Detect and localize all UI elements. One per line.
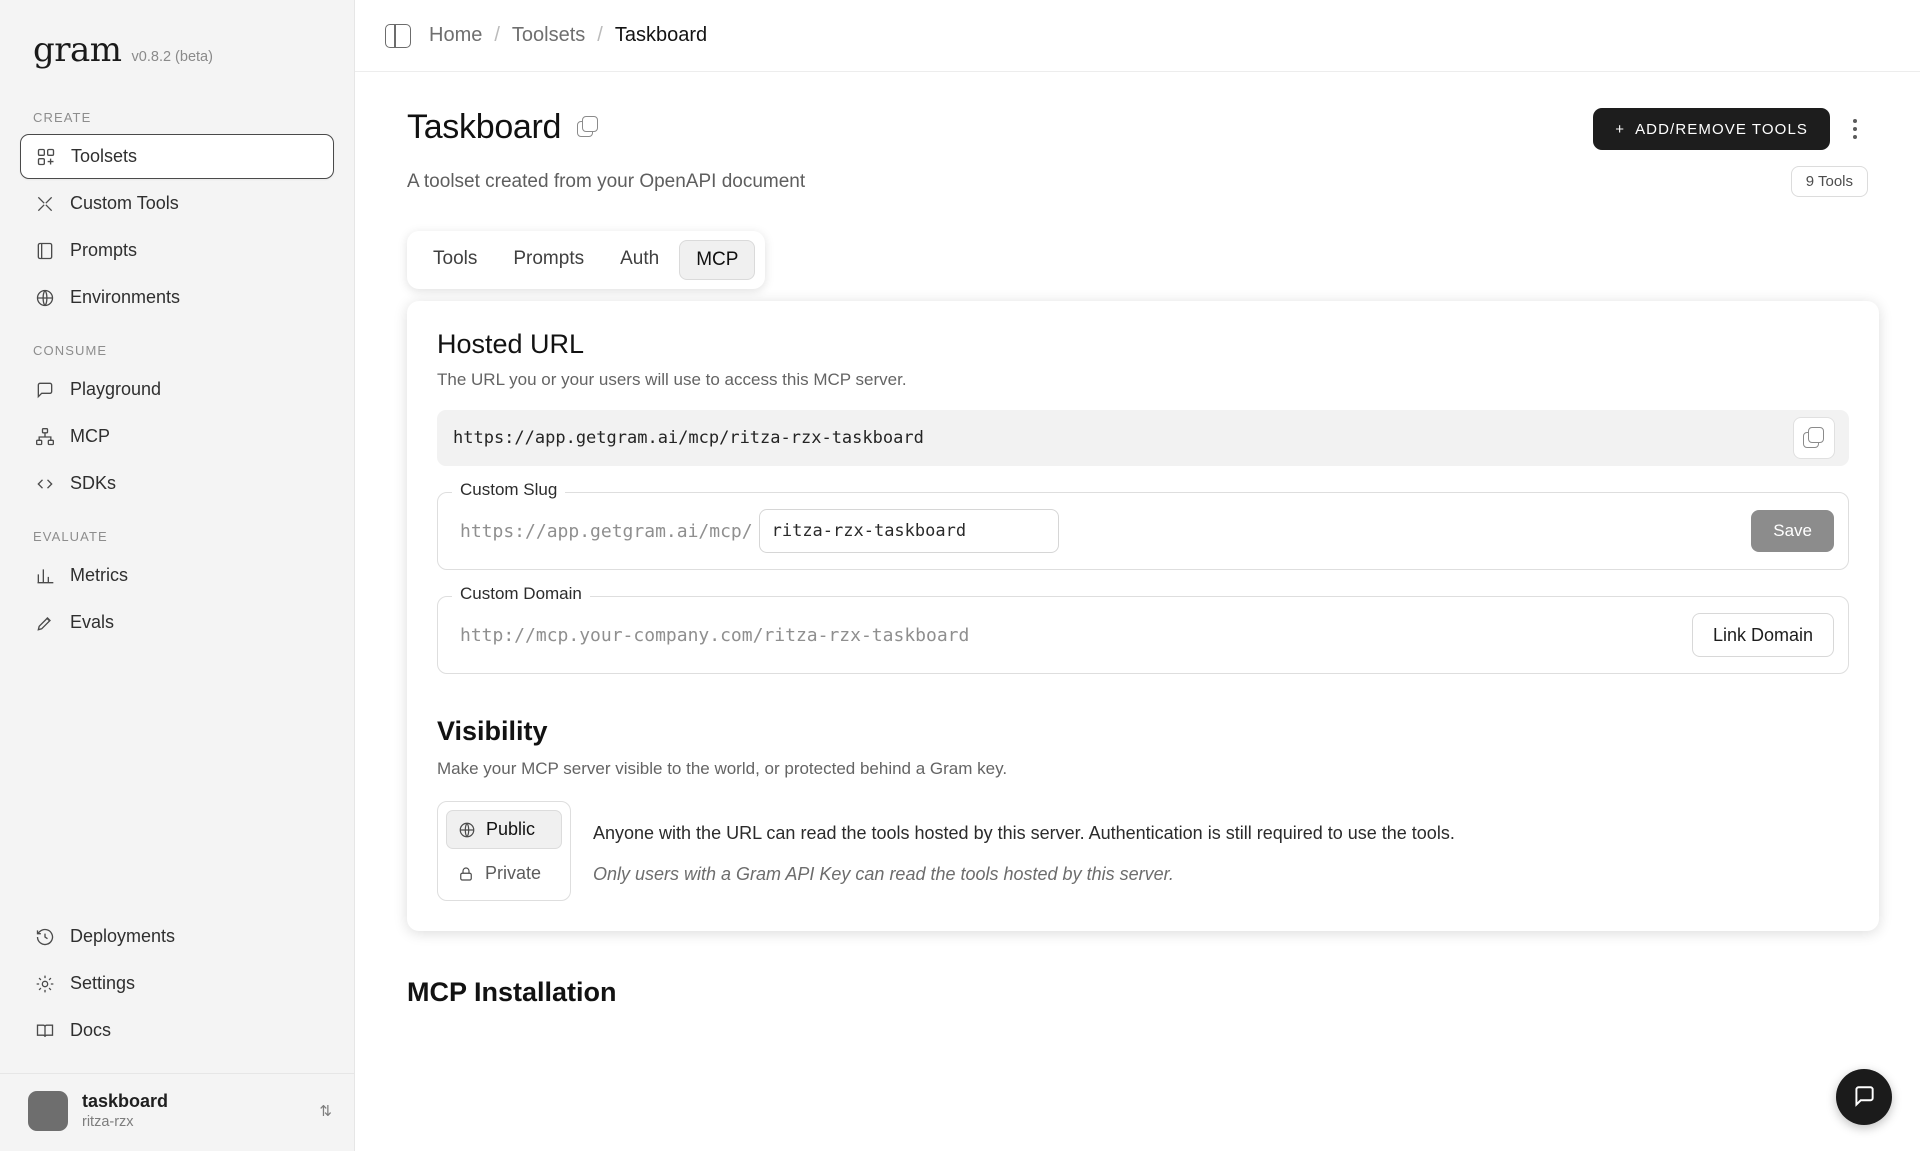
sidebar-spacer	[0, 646, 354, 913]
visibility-option-public[interactable]	[446, 810, 562, 849]
visibility-toggle-group	[437, 801, 571, 901]
visibility-public-note: Anyone with the URL can read the tools hosted by this server. Authentication is still required to use the tools.	[593, 823, 1455, 843]
chat-icon	[34, 379, 56, 401]
visibility-title: Visibility	[437, 716, 548, 746]
custom-domain-fieldset	[437, 584, 1849, 674]
docs-icon	[34, 1020, 56, 1042]
visibility-option-label: Private	[485, 863, 542, 883]
tab-bar	[407, 231, 765, 289]
hosted-url-field	[437, 410, 1849, 466]
add-remove-tools-label: ADD/REMOVE TOOLS	[1635, 120, 1808, 138]
content-inner	[355, 72, 1920, 1008]
toggle-sidebar-icon[interactable]	[385, 24, 411, 48]
breadcrumb-separator: /	[597, 24, 603, 46]
copy-title-icon[interactable]	[577, 116, 601, 140]
workspace-switcher[interactable]	[0, 1073, 354, 1151]
sidebar-item-label: Prompts	[70, 240, 138, 260]
page-title-row	[407, 108, 601, 147]
sidebar-item-label: Environments	[70, 287, 181, 307]
tab-tools[interactable]: Tools	[433, 248, 478, 269]
sidebar-item-settings[interactable]	[20, 961, 334, 1006]
gear-icon	[34, 973, 56, 995]
visibility-section	[437, 801, 1849, 901]
grid-icon	[35, 146, 57, 168]
sidebar-item-toolsets[interactable]	[20, 134, 334, 179]
mcp-panel	[407, 301, 1879, 931]
book-icon	[34, 240, 56, 262]
hosted-url-title: Hosted URL	[437, 329, 585, 359]
status-badge: 9 Tools	[1791, 166, 1868, 197]
chevron-up-down-icon: ⇅	[319, 1102, 332, 1120]
nodes-icon	[34, 426, 56, 448]
tab-prompts[interactable]: Prompts	[513, 248, 585, 269]
chart-icon	[34, 565, 56, 587]
breadcrumb-item-taskboard[interactable]: Taskboard	[614, 24, 708, 46]
breadcrumb-separator: /	[494, 24, 500, 46]
mcp-installation-title: MCP Installation	[407, 977, 617, 1007]
tab-mcp[interactable]: MCP	[679, 240, 755, 280]
sidebar-item-environments[interactable]	[20, 275, 334, 320]
brand	[0, 0, 354, 80]
pencil-icon	[34, 612, 56, 634]
sidebar-item-custom-tools[interactable]	[20, 181, 334, 226]
visibility-option-private[interactable]	[446, 855, 562, 892]
custom-slug-row	[452, 509, 1834, 553]
sidebar	[0, 0, 355, 1151]
custom-domain-suffix: ritza-rzx-taskboard	[763, 624, 970, 646]
breadcrumb-item-toolsets[interactable]: Toolsets	[511, 24, 586, 46]
sidebar-item-label: Toolsets	[71, 146, 138, 166]
custom-domain-row	[452, 613, 1834, 657]
sidebar-item-docs[interactable]	[20, 1008, 334, 1053]
nav-group-create-title: CREATE	[33, 110, 92, 125]
sidebar-item-label: SDKs	[70, 473, 117, 493]
brand-name: gram	[33, 30, 122, 70]
main-area	[355, 0, 1920, 1151]
sidebar-item-label: Metrics	[70, 565, 128, 585]
more-options-icon[interactable]	[1842, 114, 1868, 144]
custom-domain-prefix: http://mcp.your-company.com/	[460, 624, 764, 646]
content-scroll	[355, 72, 1920, 1151]
visibility-notes	[593, 801, 1455, 901]
history-icon	[34, 926, 56, 948]
sidebar-item-label: Docs	[70, 1020, 112, 1041]
avatar	[28, 1091, 68, 1131]
code-icon	[34, 473, 56, 495]
sidebar-item-evals[interactable]	[20, 600, 334, 645]
workspace-org: ritza-rzx	[82, 1113, 134, 1130]
plus-icon: +	[1615, 120, 1626, 138]
sidebar-item-playground[interactable]	[20, 367, 334, 412]
header-actions	[1593, 108, 1868, 150]
workspace-name: taskboard	[82, 1091, 169, 1112]
sidebar-item-metrics[interactable]	[20, 553, 334, 598]
brand-version: v0.8.2 (beta)	[131, 49, 213, 65]
hosted-url-description: The URL you or your users will use to access this MCP server.	[437, 370, 907, 389]
hosted-url-value: https://app.getgram.ai/mcp/ritza-rzx-taskboard	[453, 428, 924, 448]
visibility-description: Make your MCP server visible to the world, or protected behind a Gram key.	[437, 759, 1008, 778]
globe-icon	[457, 820, 477, 840]
copy-url-icon[interactable]	[1793, 417, 1835, 459]
nav-group-consume-title: CONSUME	[33, 343, 108, 358]
breadcrumb-item-home[interactable]: Home	[429, 24, 483, 46]
globe-icon	[34, 287, 56, 309]
sidebar-item-label: Settings	[70, 973, 136, 994]
tab-auth[interactable]: Auth	[620, 248, 660, 269]
subheader-row	[407, 166, 1868, 197]
tools-icon	[34, 193, 56, 215]
sidebar-item-label: Deployments	[70, 926, 176, 947]
add-remove-tools-button[interactable]	[1593, 108, 1830, 150]
page-title: Taskboard	[407, 108, 562, 146]
visibility-private-note: Only users with a Gram API Key can read the tools hosted by this server.	[593, 864, 1174, 884]
sidebar-item-label: Evals	[70, 612, 115, 632]
chat-bubble-icon[interactable]	[1836, 1069, 1892, 1125]
sidebar-item-deployments[interactable]	[20, 914, 334, 959]
sidebar-item-sdks[interactable]	[20, 461, 334, 506]
sidebar-item-label: Playground	[70, 379, 162, 399]
sidebar-item-prompts[interactable]	[20, 228, 334, 273]
page-subtitle: A toolset created from your OpenAPI document	[407, 170, 806, 192]
save-button[interactable]: Save	[1751, 510, 1834, 552]
custom-slug-legend: Custom Slug	[452, 480, 565, 500]
sidebar-item-label: Custom Tools	[70, 193, 179, 213]
custom-domain-legend: Custom Domain	[452, 584, 590, 604]
link-domain-button[interactable]: Link Domain	[1692, 613, 1834, 657]
custom-slug-input[interactable]	[759, 509, 1059, 553]
sidebar-item-mcp[interactable]	[20, 414, 334, 459]
page-header	[407, 108, 1868, 150]
nav-group-evaluate-title: EVALUATE	[33, 529, 108, 544]
custom-slug-fieldset	[437, 480, 1849, 570]
top-bar	[355, 0, 1920, 72]
workspace-text	[82, 1090, 168, 1131]
lock-icon	[456, 864, 476, 884]
breadcrumb	[429, 24, 707, 47]
visibility-option-label: Public	[486, 819, 536, 839]
sidebar-item-label: MCP	[70, 426, 110, 446]
custom-slug-prefix: https://app.getgram.ai/mcp/	[460, 520, 753, 542]
